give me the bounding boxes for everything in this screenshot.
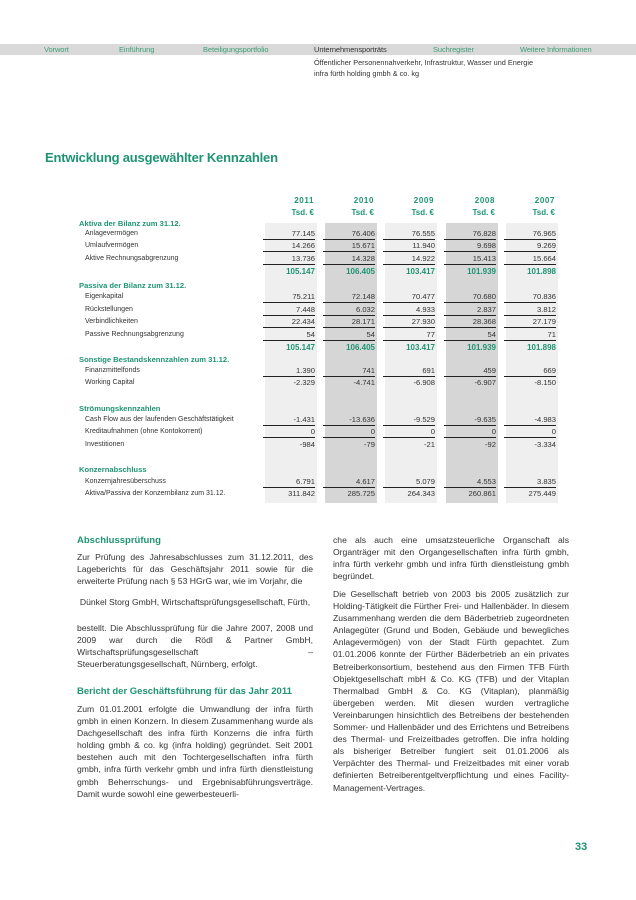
- row-label: Working Capital: [85, 379, 135, 386]
- table-cell: 9.698: [444, 241, 496, 252]
- row-label: Umlaufvermögen: [85, 242, 139, 249]
- section-stroemung: Strömungskennzahlen: [79, 404, 161, 413]
- paragraph: che als auch eine umsatzsteuerliche Organschaft als Organträger mit den Organgesellschaften infra fürth gmbh, infra fürth verkehr gmbh und infra fürth dienstleistung gmbh begründet.: [333, 535, 569, 582]
- row-label: Rückstellungen: [85, 306, 133, 313]
- row-label: Investitionen: [85, 441, 125, 448]
- total-cell: 101.898: [527, 343, 556, 352]
- total-cell: 101.939: [467, 267, 496, 276]
- table-cell: 54: [263, 330, 315, 341]
- table-cell: 0: [444, 427, 496, 438]
- paragraph: bestellt. Die Abschlussprüfung für die Jahre 2007, 2008 und 2009 war durch die Rödl & Partner GmbH, Wirtschaftsprüfungsgesellschaft – Steuerberatungsgesellschaft, Nürnberg, erfolgt.: [77, 623, 313, 670]
- table-cell: 13.736: [263, 254, 315, 265]
- table-cell: 77.145: [263, 229, 315, 240]
- year-header: 2010: [353, 196, 374, 205]
- table-cell: 0: [323, 427, 375, 438]
- nav-beteiligungsportfolio[interactable]: Beteiligungsportfolio: [203, 45, 269, 54]
- row-label: Eigenkapital: [85, 293, 124, 300]
- nav-unternehmensportraets[interactable]: Unternehmensporträts: [314, 45, 387, 54]
- total-cell: 106.405: [346, 267, 375, 276]
- table-cell: -6.908: [413, 378, 435, 387]
- table-cell: 4.933: [383, 305, 435, 316]
- table-cell: 260.861: [468, 489, 496, 498]
- table-cell: 15.664: [504, 254, 556, 265]
- table-cell: 311.842: [288, 489, 315, 498]
- table-cell: 76.965: [504, 229, 556, 240]
- table-cell: 27.930: [383, 317, 435, 328]
- table-cell: 741: [323, 366, 375, 377]
- heading-abschlusspruefung: Abschlussprüfung: [77, 535, 161, 546]
- nav-weitere-informationen[interactable]: Weitere Informationen: [520, 45, 592, 54]
- table-cell: 6.791: [263, 477, 315, 488]
- unit-header: Tsd. €: [532, 208, 555, 217]
- nav-vorwort[interactable]: Vorwort: [44, 45, 69, 54]
- total-cell: 105.147: [286, 343, 315, 352]
- table-cell: 22.434: [263, 317, 315, 328]
- unit-header: Tsd. €: [472, 208, 495, 217]
- table-cell: 14.328: [323, 254, 375, 265]
- row-label: Verbindlichkeiten: [85, 318, 138, 325]
- table-cell: 264.343: [407, 489, 435, 498]
- table-cell: 9.269: [504, 241, 556, 252]
- nav-einfuehrung[interactable]: Einführung: [119, 45, 155, 54]
- table-cell: -9.635: [444, 415, 496, 426]
- section-subtitle: Öffentlicher Personennahverkehr, Infrastruktur, Wasser und Energie: [314, 58, 534, 67]
- table-cell: -92: [485, 440, 496, 449]
- section-konzern: Konzernabschluss: [79, 465, 147, 474]
- row-label: Cash Flow aus der laufenden Geschäftstätigkeit: [85, 416, 234, 423]
- table-cell: 54: [444, 330, 496, 341]
- total-cell: 101.898: [527, 267, 556, 276]
- section-sonstige: Sonstige Bestandskennzahlen zum 31.12.: [79, 355, 230, 364]
- paragraph-auditor: Dünkel Storg GmbH, Wirtschaftsprüfungsgesellschaft, Fürth,: [79, 597, 311, 607]
- year-header: 2009: [413, 196, 434, 205]
- row-label: Kreditaufnahmen (ohne Kontokorrent): [85, 428, 203, 435]
- total-cell: 101.939: [467, 343, 496, 352]
- table-cell: -3.334: [534, 440, 556, 449]
- table-cell: -8.150: [534, 378, 556, 387]
- table-cell: 70.477: [383, 292, 435, 303]
- table-cell: 4.553: [444, 477, 496, 488]
- table-cell: -6.907: [474, 378, 496, 387]
- table-cell: 691: [383, 366, 435, 377]
- table-cell: -984: [299, 440, 315, 449]
- total-cell: 105.147: [286, 267, 315, 276]
- paragraph: Zum 01.01.2001 erfolgte die Umwandlung der infra fürth gmbh in einen Konzern. In diesem Zusammenhang wurde als Dachgesellschaft des infra fürth Konzerns die infra fürth holding gmbh & co. kg (infra holding) gegründet. Seit 2001 bestehen auch mit den Tochtergesellschaften infra fürth gmbh, infra fürth verkehr gmbh und infra fürth dienstleistung gmbh Beherrschungs- und Ergebnisabführungsverträge. Damit wurde sowohl eine gewerbesteuerli-: [77, 704, 313, 799]
- row-label: Aktiva/Passiva der Konzernbilanz zum 31.12.: [85, 490, 226, 497]
- company-subtitle: infra fürth holding gmbh & co. kg: [314, 69, 420, 78]
- column-bg-2011: [265, 223, 317, 503]
- section-passiva: Passiva der Bilanz zum 31.12.: [79, 281, 187, 290]
- table-cell: 669: [504, 366, 556, 377]
- table-cell: 5.079: [383, 477, 435, 488]
- table-cell: 6.032: [323, 305, 375, 316]
- unit-header: Tsd. €: [411, 208, 434, 217]
- table-cell: 54: [323, 330, 375, 341]
- table-cell: 27.179: [504, 317, 556, 328]
- year-header: 2007: [534, 196, 555, 205]
- year-header: 2008: [474, 196, 495, 205]
- section-aktiva: Aktiva der Bilanz zum 31.12.: [79, 219, 181, 228]
- table-cell: 77: [383, 330, 435, 341]
- table-cell: 3.835: [504, 477, 556, 488]
- table-cell: 7.448: [263, 305, 315, 316]
- table-cell: 76.555: [383, 229, 435, 240]
- table-cell: 11.940: [383, 241, 435, 252]
- total-cell: 103.417: [406, 267, 435, 276]
- table-cell: 0: [263, 427, 315, 438]
- table-cell: 3.812: [504, 305, 556, 316]
- year-header: 2011: [294, 196, 314, 205]
- table-cell: -9.529: [383, 415, 435, 426]
- unit-header: Tsd. €: [291, 208, 314, 217]
- table-cell: 72.148: [323, 292, 375, 303]
- column-bg-2008: [446, 223, 498, 503]
- row-label: Konzernjahresüberschuss: [85, 478, 166, 485]
- total-cell: 106.405: [346, 343, 375, 352]
- row-label: Passive Rechnungsabgrenzung: [85, 331, 184, 338]
- table-cell: 459: [444, 366, 496, 377]
- unit-header: Tsd. €: [351, 208, 374, 217]
- heading-bericht: Bericht der Geschäftsführung für das Jahr 2011: [77, 686, 292, 697]
- table-cell: 76.406: [323, 229, 375, 240]
- table-cell: 0: [504, 427, 556, 438]
- table-cell: 275.449: [528, 489, 556, 498]
- paragraph: Zur Prüfung des Jahresabschlusses zum 31.12.2011, des Lageberichts für das Geschäftsjahr 2011 sowie für die erweiterte Prüfung nach § 53 HGrG war, wie im Vorjahr, die: [77, 552, 313, 587]
- column-bg-2010: [325, 223, 377, 503]
- table-cell: -21: [424, 440, 435, 449]
- table-cell: 15.413: [444, 254, 496, 265]
- table-cell: 28.171: [323, 317, 375, 328]
- page-number: 33: [575, 841, 588, 853]
- table-cell: -4.983: [504, 415, 556, 426]
- page-title: Entwicklung ausgewählter Kennzahlen: [45, 150, 278, 165]
- table-cell: -1.431: [263, 415, 315, 426]
- row-label: Finanzmittelfonds: [85, 367, 140, 374]
- table-cell: 1.390: [263, 366, 315, 377]
- table-cell: 76.828: [444, 229, 496, 240]
- table-cell: -4.741: [353, 378, 375, 387]
- table-cell: 2.837: [444, 305, 496, 316]
- table-cell: 71: [504, 330, 556, 341]
- table-cell: 0: [383, 427, 435, 438]
- table-cell: 4.617: [323, 477, 375, 488]
- column-bg-2009: [385, 223, 437, 503]
- table-cell: -79: [364, 440, 375, 449]
- nav-suchregister[interactable]: Suchregister: [433, 45, 474, 54]
- total-cell: 103.417: [406, 343, 435, 352]
- table-cell: 14.922: [383, 254, 435, 265]
- top-navigation-bar: [0, 44, 636, 55]
- table-cell: 70.836: [504, 292, 556, 303]
- row-label: Aktive Rechnungsabgrenzung: [85, 255, 179, 262]
- paragraph: Die Gesellschaft betrieb von 2003 bis 2005 zusätzlich zur Holding-Tätigkeit die Fürther Frei- und Hallenbäder. In diesem Zusammenhang werden die dem Bäderbetrieb zugeordneten Anlagegüter (Grund und Boden, Gebäude und bewegliches Anlagevermögen) von der Stadt Fürth gepachtet. Zum 01.01.2006 konnte der Fürther Bäderbetrieb an ein privates Betreiberkonsortium, bestehend aus den Firmen TFB Fürth Objektgesellschaft mbH & Co. KG (TFB) und der Vitaplan Thermalbad GmbH & Co. KG (Vitaplan), planmäßig übergeben werden. Mit diesen wurden vertragliche Vereinbarungen hinsichtlich des Betreibens der bestehenden Sommer- und Hallenbäder und des Errichtens und Betreibens des Thermal- und Freizeitbades getroffen. Die infra holding als bisheriger Betreiber fungiert seit 01.01.2006 als Verpächter des Thermal- und Freizeitbades mit einer vorab definierten Betreiberentgeltverpflichtung und eines Facility-Management-Vertrages.: [333, 589, 569, 793]
- table-cell: -13.636: [323, 415, 375, 426]
- table-cell: -2.329: [293, 378, 315, 387]
- table-cell: 285.725: [347, 489, 375, 498]
- table-cell: 14.266: [263, 241, 315, 252]
- table-cell: 15.671: [323, 241, 375, 252]
- column-bg-2007: [506, 223, 558, 503]
- table-cell: 70.680: [444, 292, 496, 303]
- row-label: Anlagevermögen: [85, 230, 138, 237]
- table-cell: 28.368: [444, 317, 496, 328]
- table-cell: 75.211: [263, 292, 315, 303]
